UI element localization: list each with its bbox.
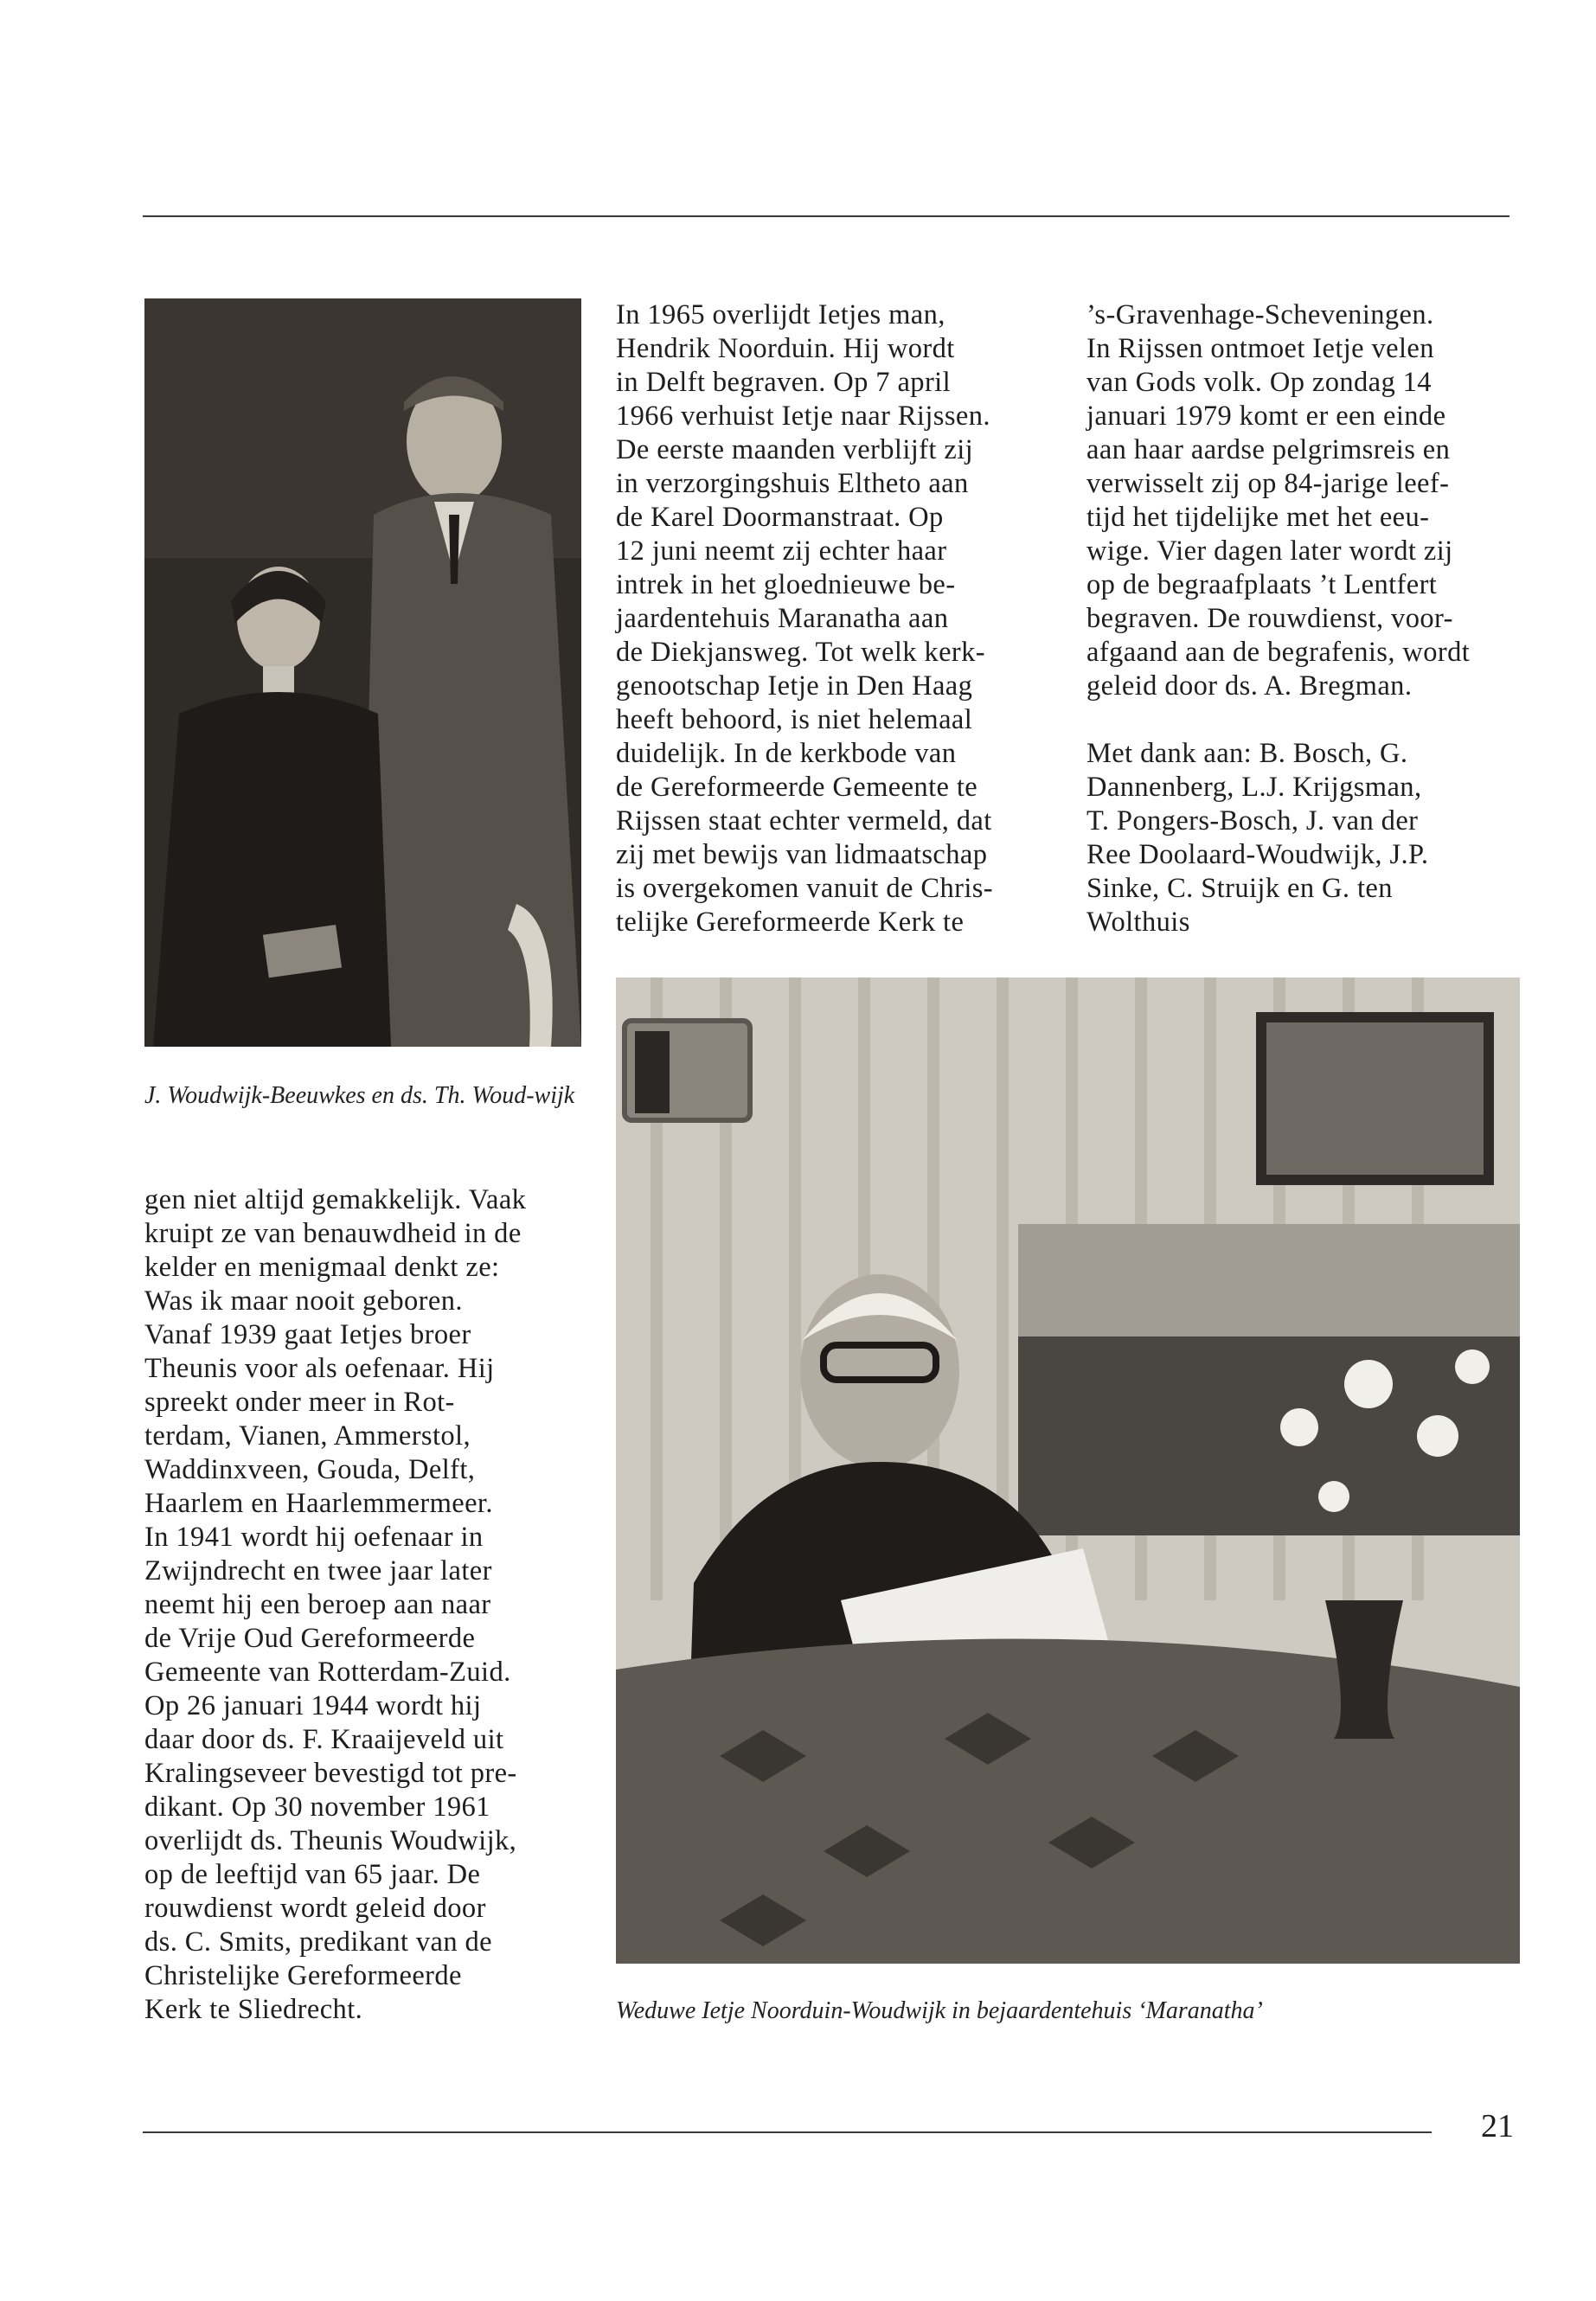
text-line: 1966 verhuist Ietje naar Rijssen. xyxy=(616,401,990,432)
text-line: Zwijndrecht en twee jaar later xyxy=(144,1555,492,1586)
text-line: Kerk te Sliedrecht. xyxy=(144,1994,363,2025)
text-line: jaardentehuis Maranatha aan xyxy=(616,603,949,634)
text-line: ’s-Gravenhage-Scheveningen. xyxy=(1086,299,1434,330)
bottom-rule xyxy=(143,2131,1432,2133)
text-line: de Vrije Oud Gereformeerde xyxy=(144,1623,476,1654)
text-line: Kralingseveer bevestigd tot pre- xyxy=(144,1758,517,1789)
text-line: afgaand aan de begrafenis, wordt xyxy=(1086,637,1471,668)
text-line: in verzorgingshuis Eltheto aan xyxy=(616,468,969,499)
text-line: de Diekjansweg. Tot welk kerk- xyxy=(616,637,985,668)
top-rule xyxy=(143,215,1509,217)
text-line: wige. Vier dagen later wordt zij xyxy=(1086,535,1453,567)
photo-widow xyxy=(616,977,1520,1964)
text-line: Haarlem en Haarlemmermeer. xyxy=(144,1488,493,1519)
text-line: telijke Gereformeerde Kerk te xyxy=(616,907,965,938)
text-line: neemt hij een beroep aan naar xyxy=(144,1589,491,1620)
text-line: de Karel Doormanstraat. Op xyxy=(616,502,944,533)
text-line: In 1941 wordt hij oefenaar in xyxy=(144,1522,484,1553)
thanks-line: Sinke, C. Struijk en G. ten xyxy=(1086,873,1393,904)
text-line: dikant. Op 30 november 1961 xyxy=(144,1791,490,1823)
text-line: op de begraafplaats ’t Lentfert xyxy=(1086,569,1438,600)
text-line: intrek in het gloednieuwe be- xyxy=(616,569,956,600)
text-line: Gemeente van Rotterdam-Zuid. xyxy=(144,1657,511,1688)
text-line: ds. C. Smits, predikant van de xyxy=(144,1926,492,1958)
text-line: de Gereformeerde Gemeente te xyxy=(616,772,978,803)
text-column-right xyxy=(1086,298,1519,939)
page-number: 21 xyxy=(1481,2108,1514,2144)
text-line: terdam, Vianen, Ammerstol, xyxy=(144,1420,471,1452)
text-line: heeft behoord, is niet helemaal xyxy=(616,704,973,735)
widow-photo-illustration xyxy=(616,977,1520,1964)
text-line: op de leeftijd van 65 jaar. De xyxy=(144,1859,481,1890)
text-line: In Rijssen ontmoet Ietje velen xyxy=(1086,333,1434,364)
caption-widow: Weduwe Ietje Noorduin-Woudwijk in bejaardentehuis ‘Maranatha’ xyxy=(616,1997,1263,2024)
text-line: kelder en menigmaal denkt ze: xyxy=(144,1252,500,1283)
text-line: spreekt onder meer in Rot- xyxy=(144,1387,455,1418)
paragraph-gap xyxy=(1086,703,1519,737)
text-line: verwisselt zij op 84-jarige leef- xyxy=(1086,468,1450,499)
text-line: Was ik maar nooit geboren. xyxy=(144,1285,463,1317)
text-line: In 1965 overlijdt Ietjes man, xyxy=(616,299,945,330)
text-line: in Delft begraven. Op 7 april xyxy=(616,367,952,398)
photo-couple xyxy=(144,298,581,1047)
text-line: 12 juni neemt zij echter haar xyxy=(616,535,947,567)
text-line: Hendrik Noorduin. Hij wordt xyxy=(616,333,955,364)
thanks-line: Dannenberg, L.J. Krijgsman, xyxy=(1086,772,1422,803)
text-line: Rijssen staat echter vermeld, dat xyxy=(616,805,992,836)
text-line: rouwdienst wordt geleid door xyxy=(144,1893,486,1924)
text-line: Vanaf 1939 gaat Ietjes broer xyxy=(144,1319,471,1350)
text-line: Op 26 januari 1944 wordt hij xyxy=(144,1690,482,1721)
text-line: is overgekomen vanuit de Chris- xyxy=(616,873,994,904)
thanks-line: T. Pongers-Bosch, J. van der xyxy=(1086,805,1419,836)
text-line: duidelijk. In de kerkbode van xyxy=(616,738,957,769)
couple-photo-illustration xyxy=(144,298,581,1047)
text-line: tijd het tijdelijke met het eeu- xyxy=(1086,502,1430,533)
text-line: januari 1979 komt er een einde xyxy=(1086,401,1446,432)
thanks-line: Wolthuis xyxy=(1086,907,1190,938)
text-line: overlijdt ds. Theunis Woudwijk, xyxy=(144,1825,517,1856)
text-line: daar door ds. F. Kraaijeveld uit xyxy=(144,1724,504,1755)
text-column-left xyxy=(144,1183,577,2027)
text-line: begraven. De rouwdienst, voor- xyxy=(1086,603,1453,634)
text-line: van Gods volk. Op zondag 14 xyxy=(1086,367,1432,398)
text-line: zij met bewijs van lidmaatschap xyxy=(616,839,988,870)
text-line: De eerste maanden verblijft zij xyxy=(616,434,974,465)
text-line: Christelijke Gereformeerde xyxy=(144,1960,462,1991)
thanks-line: Met dank aan: B. Bosch, G. xyxy=(1086,738,1408,769)
text-line: geleid door ds. A. Bregman. xyxy=(1086,670,1413,702)
caption-couple: J. Woudwijk-Beeuwkes en ds. Th. Woud-wijk xyxy=(144,1082,575,1109)
text-column-middle xyxy=(616,298,1047,939)
text-line: Theunis voor als oefenaar. Hij xyxy=(144,1353,495,1384)
text-line: aan haar aardse pelgrimsreis en xyxy=(1086,434,1451,465)
text-line: kruipt ze van benauwdheid in de xyxy=(144,1218,522,1249)
text-line: gen niet altijd gemakkelijk. Vaak xyxy=(144,1184,527,1215)
text-line: Waddinxveen, Gouda, Delft, xyxy=(144,1454,476,1485)
thanks-line: Ree Doolaard-Woudwijk, J.P. xyxy=(1086,839,1429,870)
text-line: genootschap Ietje in Den Haag xyxy=(616,670,973,702)
